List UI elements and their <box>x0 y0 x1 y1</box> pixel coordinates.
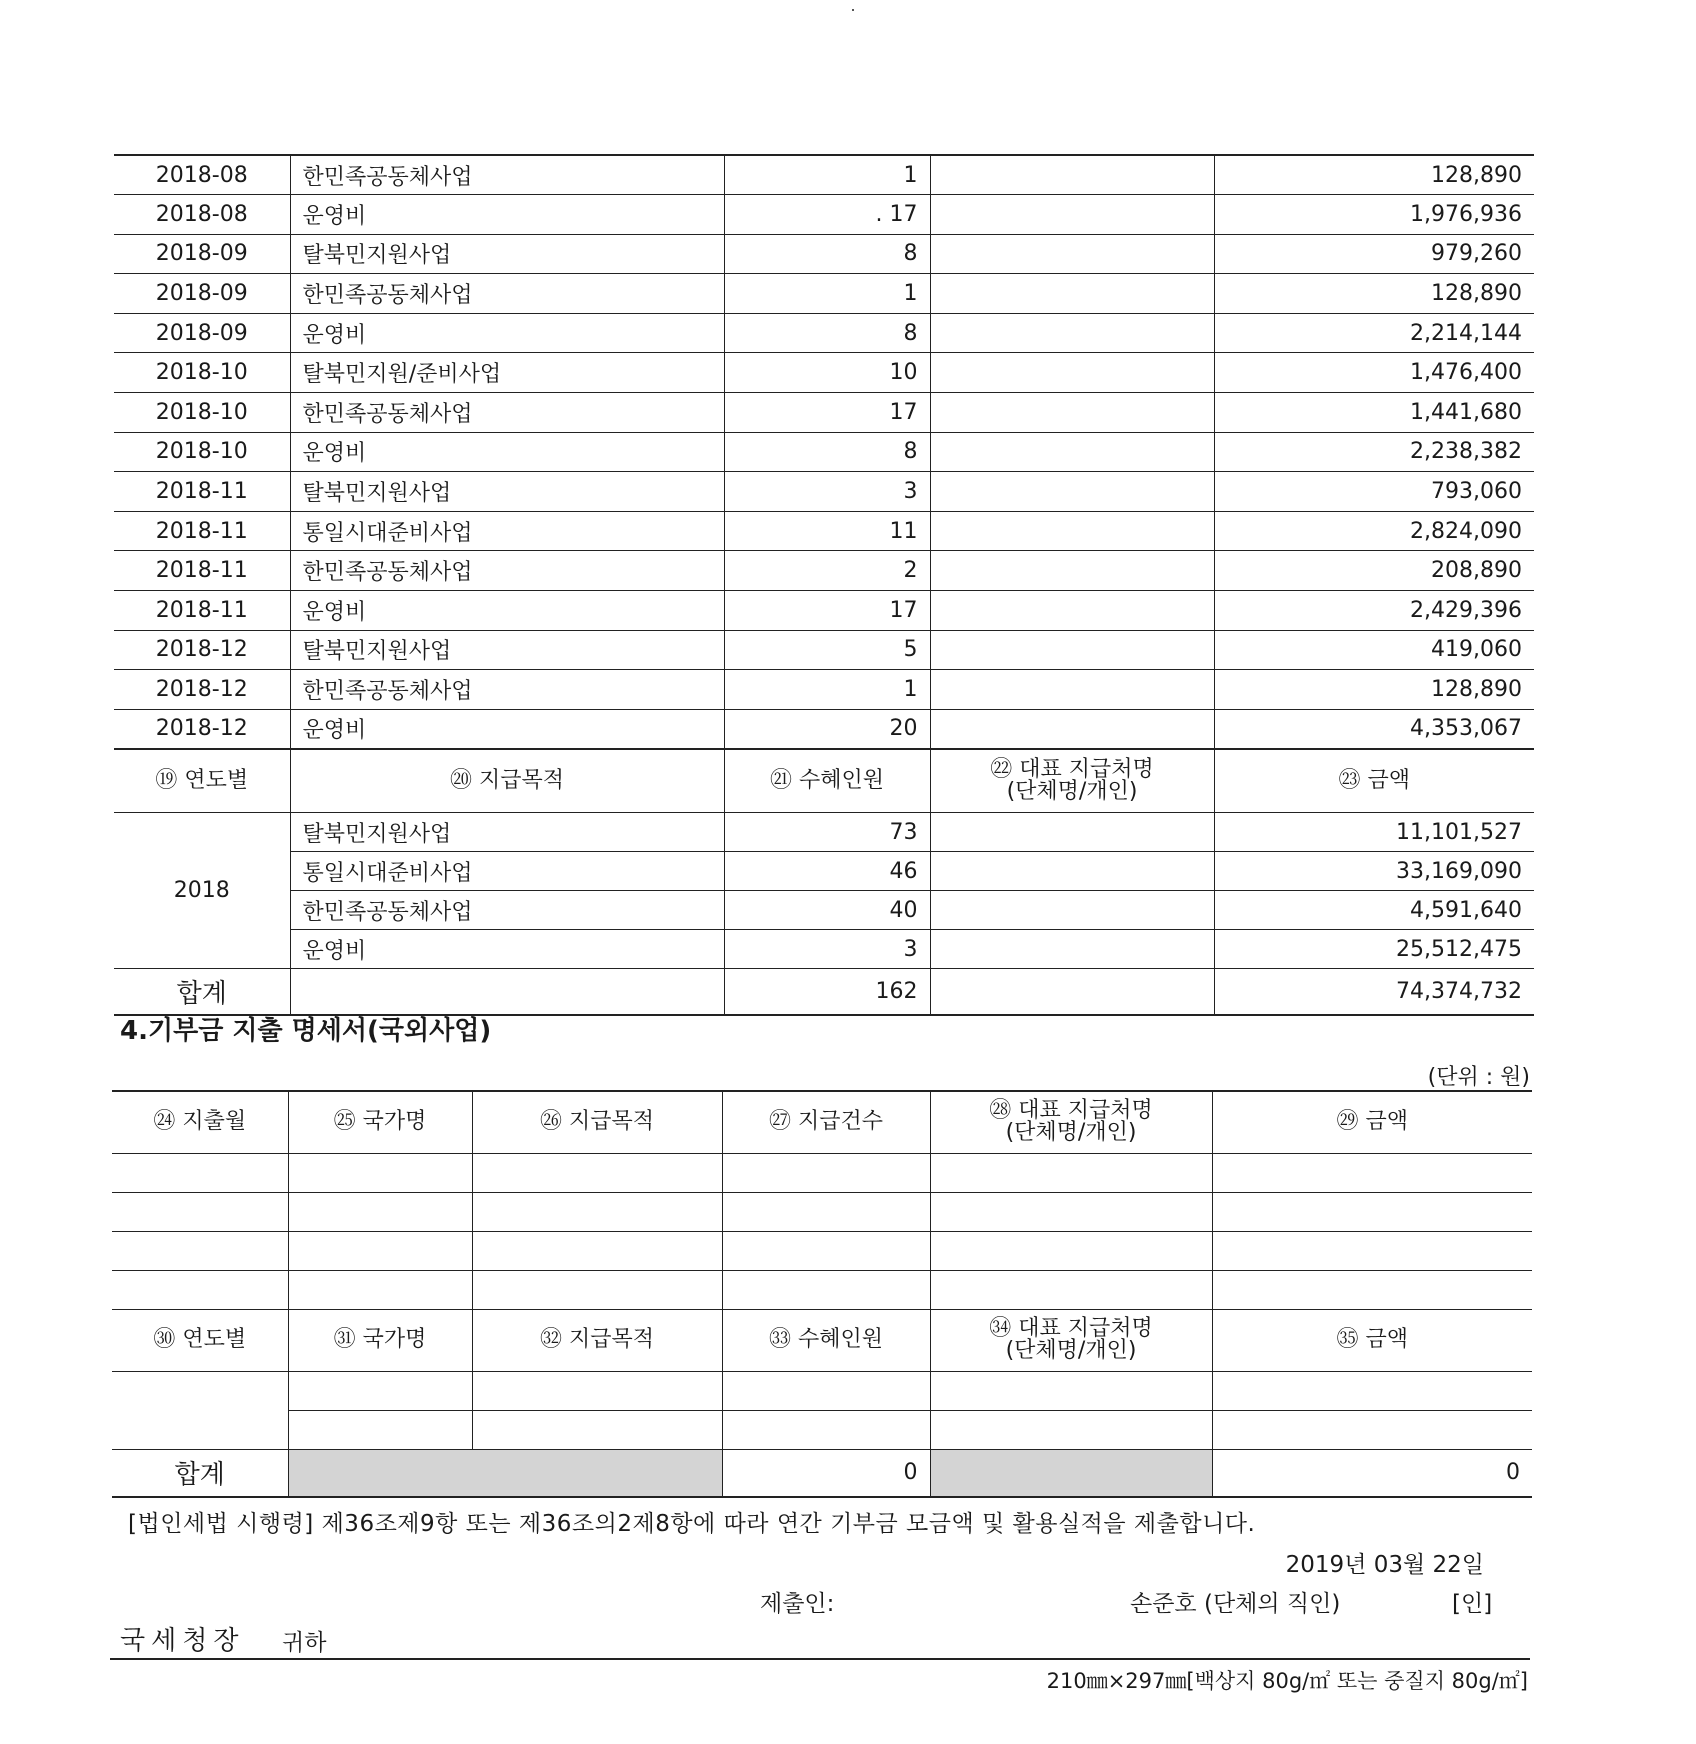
addressee: 국세청장 <box>120 1626 245 1656</box>
table-row <box>114 630 1534 670</box>
yearly-amount: 4,591,640 <box>1214 891 1534 930</box>
yearly-amount: 11,101,527 <box>1214 813 1534 852</box>
row-count: 1 <box>724 155 930 195</box>
row-amount: 2,824,090 <box>1214 511 1534 551</box>
row-count: 8 <box>724 234 930 274</box>
row-purpose: 탈북민지원사업 <box>290 472 724 512</box>
row-payee <box>930 432 1214 472</box>
row-month: 2018-11 <box>114 551 290 591</box>
header-payee <box>930 1309 1212 1371</box>
paper-spec: 210㎜×297㎜[백상지 80g/㎡ 또는 중질지 80g/㎡] <box>1046 1669 1528 1693</box>
header-cases: ㉗ 지급건수 <box>722 1091 930 1153</box>
table-row <box>114 195 1534 235</box>
submitter-label: 제출인: <box>760 1591 835 1617</box>
overseas-yearly-header-row <box>112 1309 1532 1371</box>
row-amount: 1,441,680 <box>1214 393 1534 433</box>
row-month: 2018-09 <box>114 234 290 274</box>
row-month: 2018-11 <box>114 511 290 551</box>
row-month: 2018-11 <box>114 472 290 512</box>
row-month: 2018-10 <box>114 393 290 433</box>
table-row <box>114 393 1534 433</box>
empty-row <box>112 1371 1532 1410</box>
section-title: 4.기부금 지출 명세서(국외사업) <box>120 1016 492 1046</box>
table-row <box>114 353 1534 393</box>
header-year: ⑲ 연도별 <box>114 749 290 813</box>
overseas-header-row <box>112 1091 1532 1153</box>
table-row <box>114 511 1534 551</box>
header-year: ㉚ 연도별 <box>112 1309 288 1371</box>
domestic-expense-table <box>114 154 1534 1016</box>
header-purpose: ⑳ 지급목적 <box>290 749 724 813</box>
yearly-payee <box>930 930 1214 969</box>
empty-row <box>112 1231 1532 1270</box>
yearly-amount: 25,512,475 <box>1214 930 1534 969</box>
row-amount: 2,238,382 <box>1214 432 1534 472</box>
header-amount: ㉟ 금액 <box>1212 1309 1532 1371</box>
row-count: 20 <box>724 709 930 749</box>
yearly-count: 3 <box>724 930 930 969</box>
row-amount: 4,353,067 <box>1214 709 1534 749</box>
row-count: 1 <box>724 670 930 710</box>
row-payee <box>930 670 1214 710</box>
row-payee <box>930 313 1214 353</box>
row-amount: 128,890 <box>1214 670 1534 710</box>
row-payee <box>930 551 1214 591</box>
total-purpose-empty <box>290 969 724 1015</box>
row-month: 2018-08 <box>114 155 290 195</box>
row-purpose: 한민족공동체사업 <box>290 274 724 314</box>
row-amount: 128,890 <box>1214 155 1534 195</box>
header-country: ㉕ 국가명 <box>288 1091 472 1153</box>
row-purpose: 운영비 <box>290 709 724 749</box>
yearly-payee <box>930 813 1214 852</box>
yearly-row <box>114 891 1534 930</box>
row-amount: 793,060 <box>1214 472 1534 512</box>
signer-name: 손준호 (단체의 직인) <box>1130 1591 1341 1617</box>
table-row <box>114 432 1534 472</box>
yearly-row <box>114 930 1534 969</box>
header-beneficiaries: ㉝ 수혜인원 <box>722 1309 930 1371</box>
table-row <box>114 591 1534 631</box>
total-shaded-cell <box>930 1449 1212 1497</box>
total-count: 162 <box>724 969 930 1015</box>
header-payee-line2: (단체명/개인) <box>1006 779 1138 805</box>
row-count: 17 <box>724 591 930 631</box>
row-month: 2018-10 <box>114 432 290 472</box>
header-purpose: ㉖ 지급목적 <box>472 1091 722 1153</box>
row-month: 2018-09 <box>114 313 290 353</box>
table-row <box>114 551 1534 591</box>
row-purpose: 통일시대준비사업 <box>290 511 724 551</box>
row-count: 8 <box>724 313 930 353</box>
unit-label: (단위 : 원) <box>1427 1065 1530 1090</box>
row-payee <box>930 353 1214 393</box>
row-month: 2018-10 <box>114 353 290 393</box>
yearly-count: 73 <box>724 813 930 852</box>
bottom-rule <box>110 1658 1530 1660</box>
overseas-total-row <box>112 1449 1532 1497</box>
header-payee-line1: ㉞ 대표 지급처명 <box>989 1316 1153 1341</box>
row-amount: 979,260 <box>1214 234 1534 274</box>
yearly-purpose: 운영비 <box>290 930 724 969</box>
domestic-rows <box>114 155 1534 749</box>
row-amount: 1,476,400 <box>1214 353 1534 393</box>
row-purpose: 탈북민지원사업 <box>290 234 724 274</box>
total-amount: 0 <box>1212 1449 1532 1497</box>
row-payee <box>930 630 1214 670</box>
row-purpose: 탈북민지원/준비사업 <box>290 353 724 393</box>
row-month: 2018-12 <box>114 709 290 749</box>
row-count: 11 <box>724 511 930 551</box>
row-purpose: 한민족공동체사업 <box>290 551 724 591</box>
row-month: 2018-08 <box>114 195 290 235</box>
header-payee <box>930 1091 1212 1153</box>
row-payee <box>930 591 1214 631</box>
seal-mark: [인] <box>1452 1591 1493 1617</box>
table-row <box>114 155 1534 195</box>
row-amount: 2,214,144 <box>1214 313 1534 353</box>
header-payee-line2: (단체명/개인) <box>1005 1120 1137 1146</box>
total-amount: 74,374,732 <box>1214 969 1534 1015</box>
table-row <box>114 472 1534 512</box>
row-count: . 17 <box>724 195 930 235</box>
yearly-row <box>114 852 1534 891</box>
total-payee-empty <box>930 969 1214 1015</box>
yearly-purpose: 통일시대준비사업 <box>290 852 724 891</box>
yearly-header-row <box>114 749 1534 813</box>
total-label: 합계 <box>114 969 290 1015</box>
row-purpose: 한민족공동체사업 <box>290 393 724 433</box>
row-count: 10 <box>724 353 930 393</box>
yearly-summary <box>114 749 1534 1015</box>
row-month: 2018-12 <box>114 670 290 710</box>
header-month: ㉔ 지출월 <box>112 1091 288 1153</box>
yearly-payee <box>930 891 1214 930</box>
row-count: 3 <box>724 472 930 512</box>
row-month: 2018-12 <box>114 630 290 670</box>
empty-row <box>112 1410 1532 1449</box>
header-payee-line1: ㉘ 대표 지급처명 <box>989 1098 1153 1124</box>
yearly-amount: 33,169,090 <box>1214 852 1534 891</box>
domestic-total-row <box>114 969 1534 1015</box>
row-payee <box>930 155 1214 195</box>
row-count: 17 <box>724 393 930 433</box>
scan-speck <box>852 9 854 11</box>
header-payee <box>930 749 1214 813</box>
row-payee <box>930 195 1214 235</box>
row-purpose: 운영비 <box>290 313 724 353</box>
header-purpose: ㉜ 지급목적 <box>472 1309 722 1371</box>
row-payee <box>930 472 1214 512</box>
row-purpose: 운영비 <box>290 195 724 235</box>
header-beneficiaries: ㉑ 수혜인원 <box>724 749 930 813</box>
row-purpose: 운영비 <box>290 432 724 472</box>
row-count: 8 <box>724 432 930 472</box>
total-count: 0 <box>722 1449 930 1497</box>
table-row <box>114 234 1534 274</box>
row-payee <box>930 393 1214 433</box>
total-label: 합계 <box>112 1449 288 1497</box>
submission-date: 2019년 03월 22일 <box>1285 1552 1484 1578</box>
declaration-text: [법인세법 시행령] 제36조제9항 또는 제36조의2제8항에 따라 연간 기부금 모금액 및 활용실적을 제출합니다. <box>128 1511 1256 1537</box>
header-payee-line1: ㉒ 대표 지급처명 <box>990 757 1154 783</box>
yearly-count: 46 <box>724 852 930 891</box>
row-amount: 1,976,936 <box>1214 195 1534 235</box>
row-purpose: 운영비 <box>290 591 724 631</box>
empty-row <box>112 1270 1532 1309</box>
yearly-payee <box>930 852 1214 891</box>
header-payee-line2: (단체명/개인) <box>1005 1338 1137 1363</box>
row-month: 2018-09 <box>114 274 290 314</box>
row-amount: 208,890 <box>1214 551 1534 591</box>
overseas-expense-table <box>112 1090 1532 1498</box>
yearly-purpose: 한민족공동체사업 <box>290 891 724 930</box>
row-purpose: 한민족공동체사업 <box>290 670 724 710</box>
header-amount: ㉙ 금액 <box>1212 1091 1532 1153</box>
row-count: 1 <box>724 274 930 314</box>
table-row <box>114 274 1534 314</box>
yearly-row <box>114 813 1534 852</box>
row-payee <box>930 234 1214 274</box>
table-row <box>114 709 1534 749</box>
row-count: 5 <box>724 630 930 670</box>
row-amount: 128,890 <box>1214 274 1534 314</box>
row-month: 2018-11 <box>114 591 290 631</box>
addressee-suffix: 귀하 <box>282 1630 327 1656</box>
row-purpose: 한민족공동체사업 <box>290 155 724 195</box>
total-shaded-cell <box>288 1449 722 1497</box>
row-payee <box>930 709 1214 749</box>
header-country: ㉛ 국가명 <box>288 1309 472 1371</box>
yearly-count: 40 <box>724 891 930 930</box>
row-amount: 419,060 <box>1214 630 1534 670</box>
header-amount: ㉓ 금액 <box>1214 749 1534 813</box>
table-row <box>114 670 1534 710</box>
empty-row <box>112 1153 1532 1192</box>
row-amount: 2,429,396 <box>1214 591 1534 631</box>
empty-row <box>112 1192 1532 1231</box>
row-count: 2 <box>724 551 930 591</box>
yearly-year: 2018 <box>114 813 290 969</box>
row-payee <box>930 274 1214 314</box>
table-row <box>114 313 1534 353</box>
row-payee <box>930 511 1214 551</box>
yearly-purpose: 탈북민지원사업 <box>290 813 724 852</box>
row-purpose: 탈북민지원사업 <box>290 630 724 670</box>
